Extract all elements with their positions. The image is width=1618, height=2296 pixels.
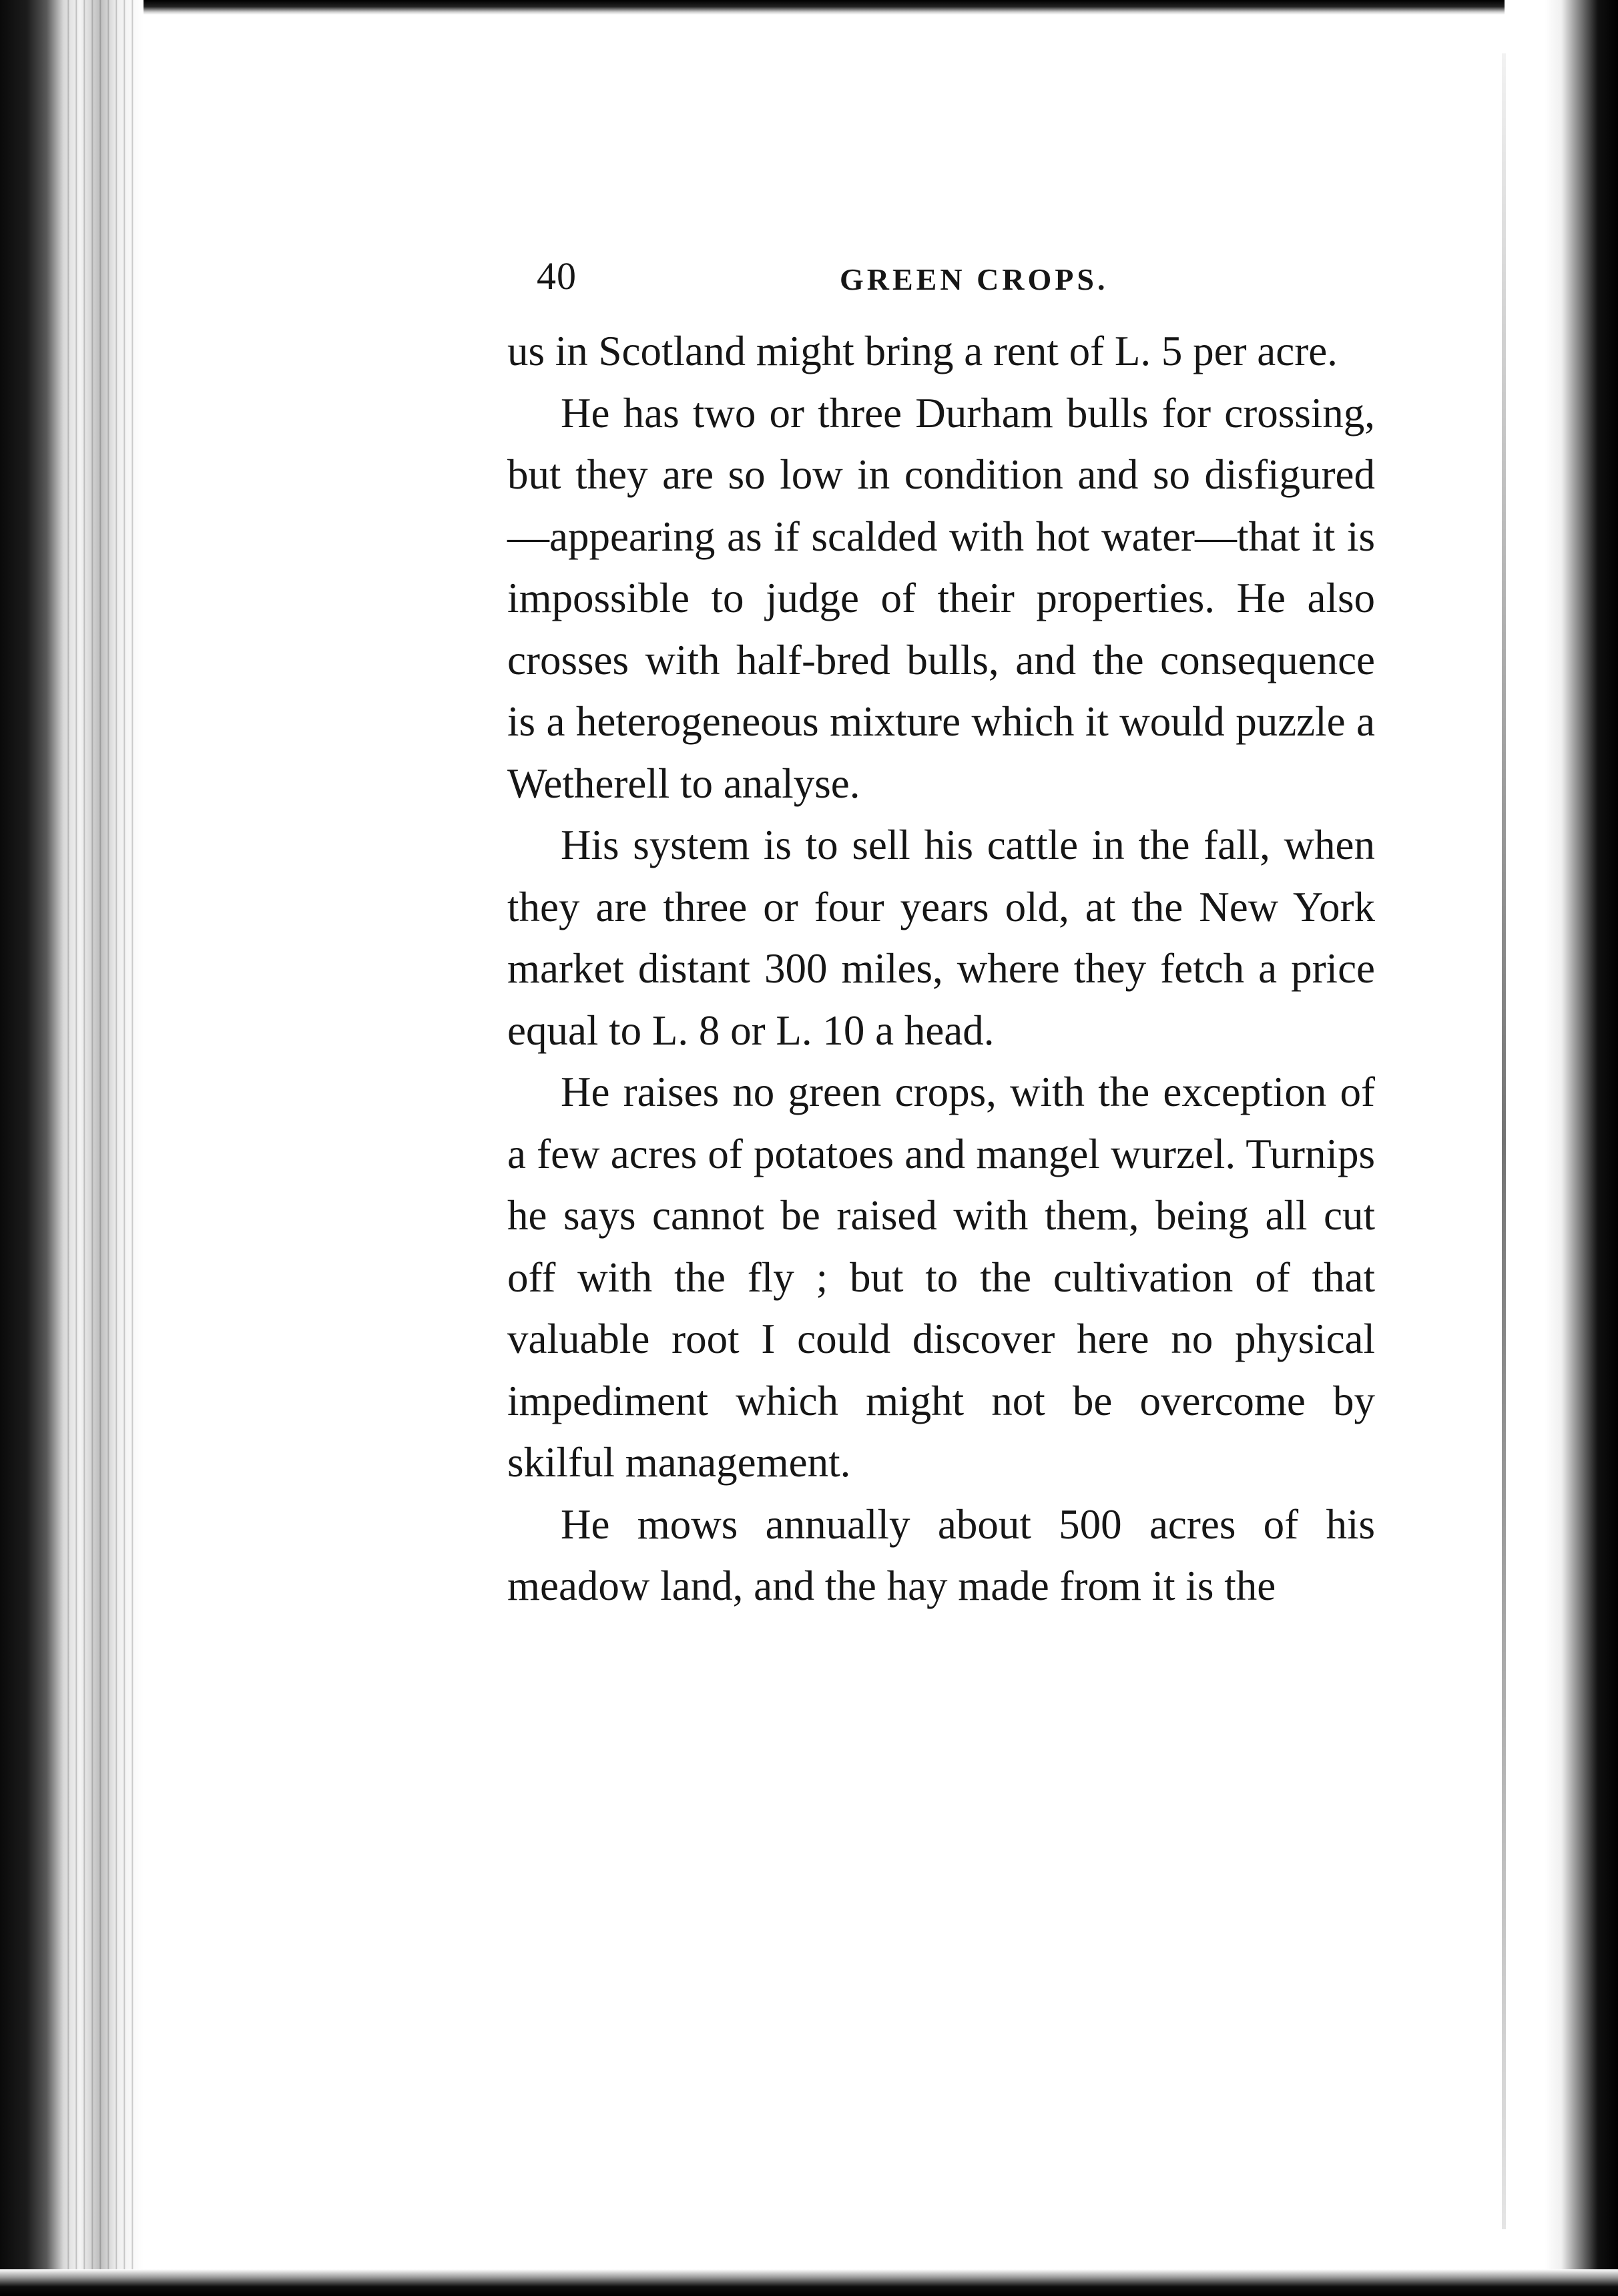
- scan-shadow-line: [1502, 53, 1506, 2229]
- running-head: [507, 247, 1395, 320]
- paragraph: us in Scotland might bring a rent of L. 5 per acre.: [507, 328, 1338, 374]
- paragraph: He raises no green crops, with the exception of a few acres of potatoes and mangel wurzel. Turnips he says cannot be raised with them, being all cut off with the fly ; but to the cultivation of that valuable root I could discover here no physical impediment which might not be overcome by skilful management.: [507, 1069, 1375, 1486]
- page-stack-edge: [61, 0, 135, 2296]
- scan-top-edge: [0, 0, 1618, 15]
- paragraph: His system is to sell his cattle in the fall, when they are three or four years old, at the New York market distant 300 miles, where they fetch a price equal to L. 8 or L. 10 a head.: [507, 822, 1375, 1054]
- paragraph: He has two or three Durham bulls for crossing, but they are so low in condition and so disfigured—appearing as if scalded with hot water—that it is impossible to judge of their properties. He also crosses with half-bred bulls, and the consequence is a heterogeneous mixture which it would puzzle a Wetherell to analyse.: [507, 389, 1375, 807]
- paragraph: He mows annually about 500 acres of his meadow land, and the hay made from it is the: [507, 1500, 1375, 1609]
- body-text: [507, 320, 1375, 1617]
- scan-bottom-edge: [0, 2269, 1618, 2296]
- book-page: [507, 247, 1395, 2049]
- page-number: 40: [537, 254, 577, 298]
- scan-right-edge: [1505, 0, 1618, 2296]
- running-head-title: GREEN CROPS.: [840, 262, 1109, 296]
